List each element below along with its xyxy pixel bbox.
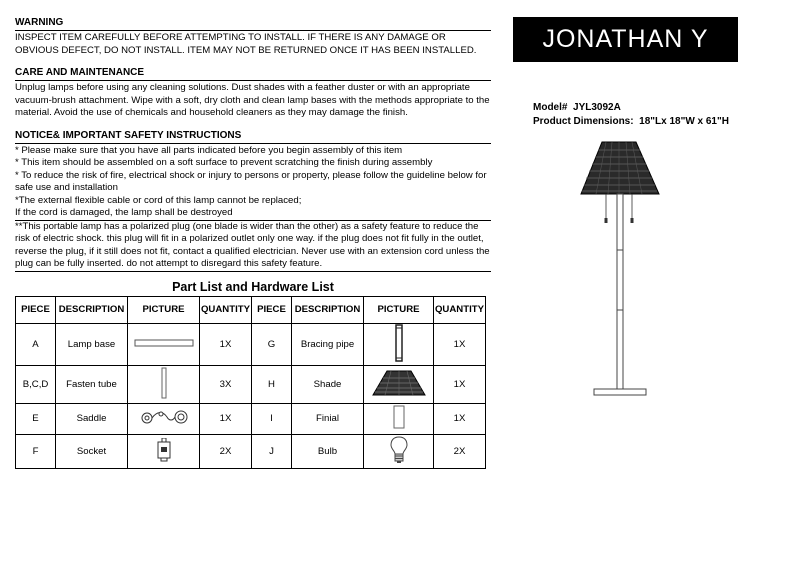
product-info bbox=[533, 101, 729, 129]
quantity-cell: 2X bbox=[434, 434, 486, 468]
floor-lamp-illustration bbox=[576, 140, 666, 400]
model-label: Model# bbox=[533, 102, 568, 113]
quantity-cell: 1X bbox=[434, 323, 486, 365]
brand-logo: JONATHAN Y bbox=[513, 17, 738, 62]
column-header: DESCRIPTION bbox=[56, 296, 128, 323]
quantity-cell: 2X bbox=[200, 434, 252, 468]
dimensions-label: Product Dimensions: bbox=[533, 116, 634, 127]
care-title: CARE AND MAINTENANCE bbox=[15, 67, 491, 81]
picture-cell bbox=[364, 323, 434, 365]
care-text: Unplug lamps before using any cleaning solutions. Dust shades with a feather duster or with an appropriate vacuum-brush attachment. Wipe with a soft, dry cloth and clean lamp bases with the methods appropriate to the material. Avoid the use of chemicals and household cleaners as they may damage the finish. bbox=[15, 82, 490, 118]
notice-line: *The external flexible cable or cord of this lamp cannot be replaced; bbox=[15, 194, 302, 206]
piece-cell: E bbox=[16, 403, 56, 434]
table-row bbox=[16, 403, 486, 434]
picture-cell bbox=[364, 434, 434, 468]
piece-cell: A bbox=[16, 323, 56, 365]
care-section bbox=[15, 67, 491, 120]
lamp-base-icon bbox=[134, 338, 194, 348]
bulb-icon bbox=[390, 436, 408, 464]
shade-icon bbox=[371, 370, 427, 396]
bracing-pipe-icon bbox=[392, 324, 406, 362]
warning-section bbox=[15, 17, 491, 57]
piece-cell: F bbox=[16, 434, 56, 468]
description-cell: Finial bbox=[292, 403, 364, 434]
quantity-cell: 1X bbox=[200, 323, 252, 365]
model-line bbox=[533, 101, 729, 115]
description-cell: Lamp base bbox=[56, 323, 128, 365]
dimensions-line bbox=[533, 115, 729, 129]
picture-cell bbox=[128, 434, 200, 468]
picture-cell bbox=[128, 365, 200, 403]
description-cell: Bracing pipe bbox=[292, 323, 364, 365]
table-header-row bbox=[16, 296, 486, 323]
quantity-cell: 1X bbox=[434, 403, 486, 434]
table-row bbox=[16, 365, 486, 403]
notice-line: * This item should be assembled on a soft surface to prevent scratching the finish during assembly bbox=[15, 157, 433, 168]
column-header: PIECE bbox=[16, 296, 56, 323]
column-header: PICTURE bbox=[128, 296, 200, 323]
saddle-icon bbox=[139, 409, 189, 425]
parts-table-title: Part List and Hardware List bbox=[172, 279, 334, 294]
picture-cell bbox=[364, 403, 434, 434]
piece-cell: B,C,D bbox=[16, 365, 56, 403]
notice-line: If the cord is damaged, the lamp shall be destroyed bbox=[15, 207, 491, 221]
description-cell: Shade bbox=[292, 365, 364, 403]
warning-title: WARNING bbox=[15, 17, 491, 31]
instructions-column bbox=[15, 17, 491, 469]
quantity-cell: 1X bbox=[434, 365, 486, 403]
description-cell: Bulb bbox=[292, 434, 364, 468]
picture-cell bbox=[128, 403, 200, 434]
piece-cell: J bbox=[252, 434, 292, 468]
description-cell: Socket bbox=[56, 434, 128, 468]
notice-title: NOTICE& IMPORTANT SAFETY INSTRUCTIONS bbox=[15, 130, 491, 144]
column-header: QUANTITY bbox=[434, 296, 486, 323]
fasten-tube-icon bbox=[160, 367, 168, 399]
description-cell: Saddle bbox=[56, 403, 128, 434]
picture-cell bbox=[128, 323, 200, 365]
dimensions-value: 18"Lx 18"W x 61"H bbox=[639, 116, 729, 127]
warning-text: INSPECT ITEM CAREFULLY BEFORE ATTEMPTING TO INSTALL. IF THERE IS ANY DAMAGE OR OBVIOUS DEFECT, DO NOT INSTALL. ITEM MAY NOT BE RETURNED ONCE IT HAS BEEN INSTALLED. bbox=[15, 32, 477, 56]
model-number: JYL3092A bbox=[573, 102, 621, 113]
column-header: PICTURE bbox=[364, 296, 434, 323]
table-row bbox=[16, 323, 486, 365]
column-header: PIECE bbox=[252, 296, 292, 323]
notice-line: * Please make sure that you have all parts indicated before you begin assembly of this item bbox=[15, 144, 403, 156]
piece-cell: I bbox=[252, 403, 292, 434]
socket-icon bbox=[157, 438, 171, 462]
quantity-cell: 3X bbox=[200, 365, 252, 403]
column-header: DESCRIPTION bbox=[292, 296, 364, 323]
description-cell: Fasten tube bbox=[56, 365, 128, 403]
notice-line: **This portable lamp has a polarized plug (one blade is wider than the other) as a safety feature to reduce the risk of electric shock. this plug will fit in a polarized outlet only one way. if the plug does not fit fully in the outlet, reverse the plug, if it still does not fit, contact a qualified electrician. Never use with an extension cord unless the plug can be fully inserted. do not attempt to disregard this safety feature. bbox=[15, 221, 491, 272]
notice-section bbox=[15, 130, 491, 272]
column-header: QUANTITY bbox=[200, 296, 252, 323]
notice-line: * To reduce the risk of fire, electrical shock or injury to persons or property, please follow the guideline below for safe use and installation bbox=[15, 169, 487, 193]
table-row bbox=[16, 434, 486, 468]
parts-table bbox=[15, 296, 486, 469]
picture-cell bbox=[364, 365, 434, 403]
quantity-cell: 1X bbox=[200, 403, 252, 434]
piece-cell: G bbox=[252, 323, 292, 365]
finial-icon bbox=[392, 405, 406, 429]
piece-cell: H bbox=[252, 365, 292, 403]
